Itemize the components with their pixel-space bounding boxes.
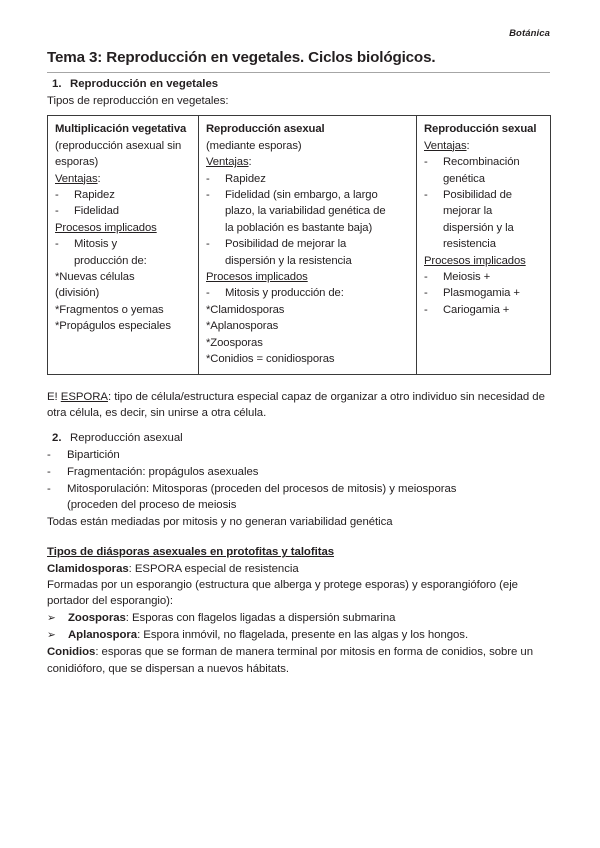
col1-heading: Multiplicación vegetativa [55, 123, 187, 136]
col2-star-item: *Clamidosporas [206, 303, 285, 316]
section-2-item-cont: (proceden del proceso de meiosis [67, 499, 237, 512]
spacer [47, 375, 550, 389]
table-cell-multiplicacion-vegetativa [48, 116, 199, 374]
col2-ventaja-item-cont: plazo, la variabilidad genética de [225, 205, 386, 218]
section-1-number: 1. [52, 78, 62, 90]
col2-ventajas-label: Ventajas: [206, 156, 252, 169]
clamidosporas-line: Clamidosporas: ESPORA especial de resistencia [47, 562, 299, 575]
col1-ventaja-item: - Fidelidad [55, 205, 119, 218]
col1-star-item: *Nuevas células [55, 271, 135, 284]
col2-ventaja-item: - Posibilidad de mejorar la [206, 238, 347, 251]
diaspora-bullet-zoosporas: ➢ Zoosporas: Esporas con flagelos ligadas a dispersión submarina [47, 610, 550, 627]
formadas-paragraph: Formadas por un esporangio (estructura que alberga y protege esporas) y esporangióforo (eje portador del esporangio): [47, 578, 518, 608]
page-title: Tema 3: Reproducción en vegetales. Ciclos biológicos. [47, 49, 436, 66]
page-content [47, 28, 550, 677]
clamidosporas-term: Clamidosporas [47, 562, 129, 575]
col2-star-item: *Zoosporas [206, 336, 263, 349]
section-2-closing: Todas están mediadas por mitosis y no generan variabilidad genética [47, 515, 393, 528]
section-2-number: 2. [52, 432, 62, 445]
col3-ventaja-item-cont: resistencia [443, 238, 496, 251]
title-divider [47, 72, 550, 73]
col3-proceso-item: - Plasmogamia + [424, 287, 520, 300]
section-1-intro: Tipos de reproducción en vegetales: [47, 95, 229, 107]
running-head: Botánica [509, 28, 550, 39]
col1-procesos-label: Procesos implicados [55, 221, 157, 234]
col3-ventaja-item-cont: genética [443, 172, 485, 185]
col2-ventaja-item: - Fidelidad (sin embargo, a largo [206, 189, 378, 202]
aplanospora-term: Aplanospora [68, 628, 138, 641]
section-2-item: - Fragmentación: propágulos asexuales [47, 465, 259, 478]
diaspora-bullet-aplanospora: ➢ Aplanospora: Espora inmóvil, no flagelada, presente en las algas y los hongos. [47, 627, 550, 644]
section-2-label: Reproducción asexual [70, 432, 183, 445]
col1-ventajas-label: Ventajas: [55, 172, 101, 185]
col1-proceso-item: - Mitosis y [55, 238, 118, 251]
col1-star-item: *Propágulos especiales [55, 320, 171, 333]
arrow-bullet-icon: ➢ [47, 628, 56, 641]
table-cell-reproduccion-asexual [199, 116, 417, 374]
col2-subtitle: (mediante esporas) [206, 139, 302, 152]
col3-ventaja-item-cont: mejorar la [443, 205, 493, 218]
section-2-item: - Mitosporulación: Mitosporas (proceden del procesos de mitosis) y meiosporas [47, 482, 457, 495]
section-2-item: - Bipartición [47, 449, 120, 462]
arrow-bullet-icon: ➢ [47, 611, 56, 624]
col3-proceso-item: - Meiosis + [424, 271, 491, 284]
col2-ventaja-item: - Rapidez [206, 172, 266, 185]
table-row [48, 116, 551, 374]
col3-ventaja-item-cont: dispersión y la [443, 221, 514, 234]
zoosporas-term: Zoosporas [68, 611, 126, 624]
col2-proceso-item: - Mitosis y producción de: [206, 287, 344, 300]
section-3-heading: Tipos de diásporas asexuales en protofitas y talofitas [47, 546, 335, 559]
conidios-paragraph: Conidios: esporas que se forman de manera terminal por mitosis en forma de conidios, sobre un conidióforo, que se dispersan a nuevos hábitats. [47, 646, 534, 675]
section-2-heading [47, 430, 550, 447]
col3-procesos-label: Procesos implicados [424, 254, 526, 267]
col2-heading: Reproducción asexual [206, 123, 325, 136]
col1-star-item: *Fragmentos o yemas [55, 303, 164, 316]
col3-ventajas-label: Ventajas: [424, 139, 470, 152]
col1-proceso-item-cont: producción de: [74, 254, 147, 267]
spacer [47, 530, 550, 544]
col1-subtitle: (reproducción asexual sin esporas) [55, 139, 182, 169]
section-1-label: Reproducción en vegetales [70, 78, 219, 90]
col1-ventaja-item: - Rapidez [55, 189, 115, 202]
conidios-term: Conidios [47, 646, 96, 659]
espora-term: ESPORA [60, 390, 108, 403]
col3-heading: Reproducción sexual [424, 123, 537, 136]
col2-ventaja-item-cont: dispersión y la resistencia [225, 254, 352, 267]
col3-ventaja-item: - Posibilidad de [424, 189, 512, 202]
col1-star-item: (división) [55, 287, 100, 300]
section-1-heading [47, 76, 550, 93]
col2-procesos-label: Procesos implicados [206, 271, 308, 284]
reproduction-table [47, 115, 551, 374]
spacer [47, 421, 550, 430]
espora-definition: E! ESPORA: tipo de célula/estructura especial capaz de organizar a otro individuo sin necesidad de otra célula, es decir, sin unirse a otra célula. [47, 390, 545, 419]
table-cell-reproduccion-sexual [417, 116, 551, 374]
col3-proceso-item: - Cariogamia + [424, 303, 510, 316]
col3-ventaja-item: - Recombinación [424, 156, 520, 169]
col2-star-item: *Conidios = conidiosporas [206, 353, 335, 366]
col2-ventaja-item-cont: la población es bastante baja) [225, 221, 373, 234]
col2-star-item: *Aplanosporas [206, 320, 279, 333]
